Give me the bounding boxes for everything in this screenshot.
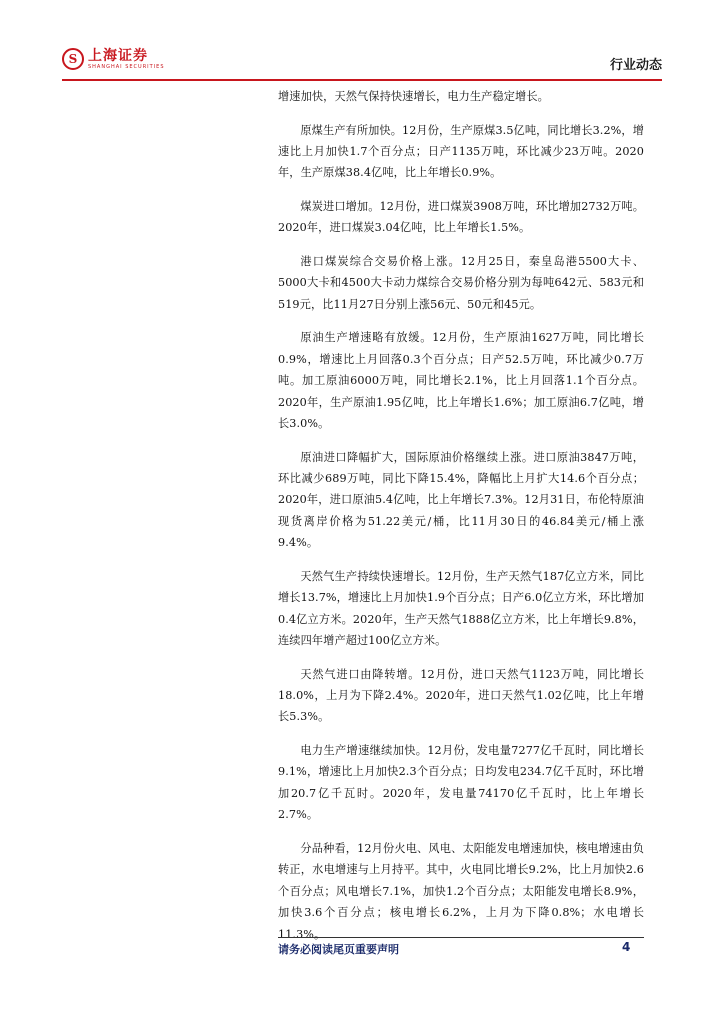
paragraph: 天然气生产持续快速增长。12月份，生产天然气187亿立方米，同比增长13.7%，增速比上月加快1.9个百分点；日产6.0亿立方米，环比增加0.4亿立方米。2020年，生产天然气1888亿立方米，比上年增长9.8%，连续四年增产超过100亿立方米。: [278, 569, 644, 648]
disclaimer-notice: 请务必阅读尾页重要声明: [278, 943, 399, 956]
header-divider: [62, 79, 662, 81]
logo-icon: S: [62, 48, 84, 70]
paragraph: 原油进口降幅扩大，国际原油价格继续上涨。进口原油3847万吨，环比减少689万吨，同比下降15.4%，降幅比上月扩大14.6个百分点；2020年，进口原油5.4亿吨，比上年增长7.3%。12月31日，布伦特原油现货离岸价格为51.22美元/桶，比11月30日的46.84美元/桶上涨9.4%。: [278, 450, 644, 550]
section-title: 行业动态: [609, 58, 662, 73]
paragraph: 分品种看，12月份火电、风电、太阳能发电增速加快，核电增速由负转正，水电增速与上月持平。其中，火电同比增长9.2%，比上月加快2.6个百分点；风电增长7.1%，加快1.2个百分点；太阳能发电增长8.9%，加快3.6个百分点；核电增长6.2%，上月为下降0.8%；水电增长11.3%。: [278, 841, 644, 941]
page-header: [62, 44, 662, 80]
paragraph: 港口煤炭综合交易价格上涨。12月25日，秦皇岛港5500大卡、5000大卡和4500大卡动力煤综合交易价格分别为每吨642元、583元和519元，比11月27日分别上涨56元、50元和45元。: [278, 255, 644, 311]
paragraph: 煤炭进口增加。12月份，进口煤炭3908万吨，环比增加2732万吨。2020年，进口煤炭3.04亿吨，比上年增长1.5%。: [278, 200, 644, 235]
logo-name-cn: 上海证券: [88, 47, 148, 64]
page-number: 4: [622, 940, 631, 954]
paragraph: 电力生产增速继续加快。12月份，发电量7277亿千瓦时，同比增长9.1%，增速比上月加快2.3个百分点；日均发电234.7亿千瓦时，环比增加20.7亿千瓦时。2020年，发电量74170亿千瓦时，比上年增长2.7%。: [278, 744, 644, 822]
logo-name-en: SHANGHAI SECURITIES: [88, 63, 165, 70]
body-text: [278, 86, 644, 957]
paragraph: 原油生产增速略有放缓。12月份，生产原油1627万吨，同比增长0.9%，增速比上月回落0.3个百分点；日产52.5万吨，环比减少0.7万吨。加工原油6000万吨，同比增长2.1%，比上月回落1.1个百分点。2020年，生产原油1.95亿吨，比上年增长1.6%；加工原油6.7亿吨，增长3.0%。: [278, 331, 644, 431]
company-logo: [62, 48, 165, 70]
paragraph: 增速加快，天然气保持快速增长，电力生产稳定增长。: [278, 90, 549, 103]
paragraph: 原煤生产有所加快。12月份，生产原煤3.5亿吨，同比增长3.2%，增速比上月加快1.7个百分点；日产1135万吨，环比减少23万吨。2020年，生产原煤38.4亿吨，比上年增长0.9%。: [278, 123, 644, 180]
logo-text: [88, 49, 165, 70]
footer-divider: [278, 937, 644, 938]
paragraph: 天然气进口由降转增。12月份，进口天然气1123万吨，同比增长18.0%，上月为下降2.4%。2020年，进口天然气1.02亿吨，比上年增长5.3%。: [278, 667, 644, 724]
